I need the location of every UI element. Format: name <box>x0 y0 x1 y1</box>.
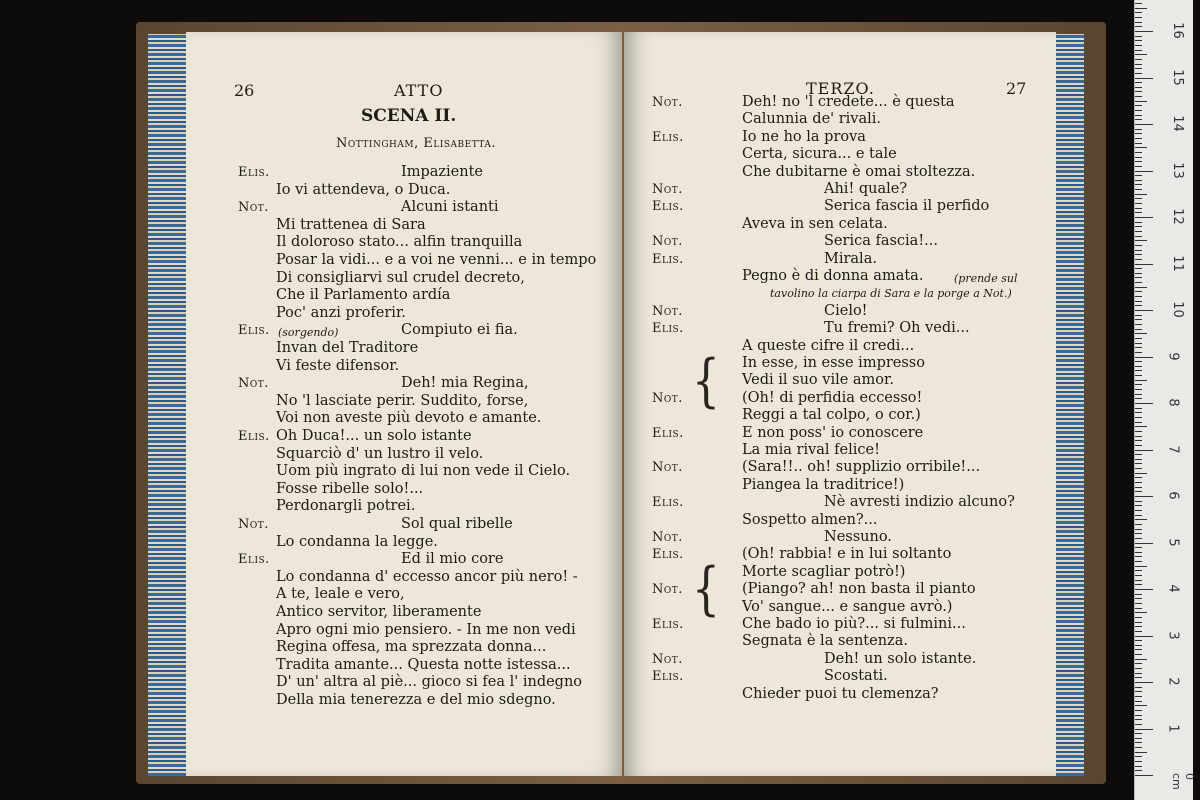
ruler-tick <box>1135 543 1153 544</box>
ruler-tick <box>1135 715 1142 716</box>
verse-line: Posar la vidi... e a voi ne venni... e in tempo <box>276 252 597 268</box>
ruler-tick <box>1135 691 1142 692</box>
ruler-tick <box>1135 626 1142 627</box>
ruler-tick <box>1135 482 1142 483</box>
verse-line: D' un' altra al piè... gioco si fea l' indegno <box>276 674 583 691</box>
ruler-tick <box>1135 305 1142 306</box>
ruler-tick <box>1135 189 1142 190</box>
ruler-tick <box>1135 87 1142 88</box>
ruler-tick <box>1135 380 1147 381</box>
speaker-label: Not. <box>652 182 683 197</box>
ruler-tick <box>1135 352 1142 353</box>
page-number-left: 26 <box>234 81 255 100</box>
ruler-tick <box>1135 459 1142 460</box>
ruler-tick <box>1135 454 1142 455</box>
speaker-label: Elis. <box>652 495 684 511</box>
ruler-number: 13 <box>1169 161 1185 179</box>
ruler-tick <box>1135 296 1142 297</box>
speaker-label: Not. <box>652 460 683 476</box>
ruler-tick <box>1135 645 1142 646</box>
ruler-tick <box>1135 301 1142 302</box>
ruler-tick <box>1135 161 1142 162</box>
brace-mark: { <box>692 348 720 415</box>
ruler-tick <box>1135 105 1142 106</box>
ruler-tick <box>1135 663 1142 664</box>
ruler-tick <box>1135 40 1142 41</box>
verse-line: Il doloroso stato... alfin tranquilla <box>276 234 523 251</box>
ruler-tick <box>1135 747 1142 748</box>
verse-line: Della mia tenerezza e del mio sdegno. <box>276 692 556 708</box>
verse-line: Deh! no 'l credete... è questa <box>742 94 955 110</box>
verse-line: Mirala. <box>824 250 877 267</box>
speaker-label: Elis. <box>652 547 684 563</box>
verse-line: Nè avresti indizio alcuno? <box>824 494 1015 511</box>
verse-line: Fosse ribelle solo!... <box>276 480 424 497</box>
speaker-label: Not. <box>652 651 683 667</box>
verse-line: Io ne ho la prova <box>742 128 866 145</box>
ruler-number: 7 <box>1165 444 1181 454</box>
ruler-tick <box>1135 50 1142 51</box>
ruler-tick <box>1135 677 1142 678</box>
ruler-tick <box>1135 64 1142 65</box>
ruler-tick <box>1135 612 1147 613</box>
ruler-number: 5 <box>1165 537 1181 547</box>
ruler-tick <box>1135 398 1142 399</box>
speaker-label: Elis. <box>238 429 270 444</box>
ruler-tick <box>1135 282 1142 283</box>
ruler-tick <box>1135 268 1142 269</box>
verse-line: Lo condanna d' eccesso ancor più nero! - <box>276 568 578 585</box>
verse-line: Segnata è la sentenza. <box>742 633 908 650</box>
ruler-tick <box>1135 208 1142 209</box>
ruler-number: 9 <box>1165 351 1181 361</box>
ruler-tick <box>1135 8 1147 9</box>
ruler-tick <box>1135 412 1142 413</box>
ruler-number: 12 <box>1169 208 1185 225</box>
ruler-tick <box>1135 570 1142 571</box>
ruler-tick <box>1135 617 1142 618</box>
scene-title: SCENA II. <box>361 106 457 126</box>
ruler-tick <box>1135 742 1142 743</box>
ruler-tick <box>1135 556 1142 557</box>
speaker-label: Not. <box>652 303 683 319</box>
speaker-label: Not. <box>652 530 683 545</box>
speaker-label: Not. <box>652 582 683 598</box>
ruler-tick <box>1135 291 1142 292</box>
ruler-tick <box>1135 36 1142 37</box>
verse-line: Deh! mia Regina, <box>401 375 529 392</box>
verse-line: Sospetto almen?... <box>742 511 878 528</box>
page-number-right: 27 <box>1006 79 1027 98</box>
ruler-tick <box>1135 45 1142 46</box>
ruler-unit-label: 0 cm <box>1170 773 1196 790</box>
ruler-tick <box>1135 724 1142 725</box>
ruler-tick <box>1135 54 1147 55</box>
ruler-number: 15 <box>1169 68 1185 86</box>
right-page <box>624 32 1056 776</box>
verse-line: Ed il mio core <box>401 551 504 568</box>
verse-line: Che il Parlamento ardía <box>276 287 451 304</box>
ruler-tick <box>1135 22 1142 23</box>
ruler-tick <box>1135 138 1142 139</box>
verse-line: Perdonargli potrei. <box>276 498 416 515</box>
ruler-tick <box>1135 310 1153 311</box>
ruler-tick <box>1135 640 1142 641</box>
ruler-tick <box>1135 231 1142 232</box>
ruler-number: 4 <box>1165 584 1181 593</box>
ruler-tick <box>1135 561 1142 562</box>
verse-line: (Oh! rabbia! e in lui soltanto <box>742 546 952 563</box>
stage-direction: tavolino la ciarpa di Sara e la porge a Not.) <box>770 287 1012 301</box>
ruler-number: 2 <box>1165 677 1181 686</box>
ruler-tick <box>1135 552 1142 553</box>
ruler-tick <box>1135 361 1142 362</box>
ruler-number: 16 <box>1169 22 1185 39</box>
ruler-tick <box>1135 463 1142 464</box>
ruler-tick <box>1135 194 1147 195</box>
ruler-tick <box>1135 770 1142 771</box>
ruler-tick <box>1135 756 1142 757</box>
verse-line: Poc' anzi proferir. <box>276 304 406 321</box>
ruler-tick <box>1135 245 1142 246</box>
ruler-tick <box>1135 631 1142 632</box>
verse-line: Aveva in sen celata. <box>742 215 888 232</box>
measuring-ruler <box>1134 0 1196 800</box>
ruler-tick <box>1135 59 1142 60</box>
ruler-tick <box>1135 417 1142 418</box>
verse-line: Scostati. <box>824 668 888 685</box>
ruler-tick <box>1135 603 1142 604</box>
verse-line: Serica fascia il perfido <box>824 198 990 215</box>
ruler-tick <box>1135 701 1142 702</box>
verse-line: Uom più ingrato di lui non vede il Cielo. <box>276 463 571 480</box>
verse-line: Vi feste difensor. <box>276 357 400 374</box>
ruler-tick <box>1135 254 1142 255</box>
verse-line: Che bado io più?... si fulmini... <box>742 616 966 632</box>
verse-line: Tu fremi? Oh vedi... <box>824 320 970 337</box>
verse-line: A queste cifre il credi... <box>742 337 915 354</box>
ruler-tick <box>1135 333 1147 334</box>
verse-line: In esse, in esse impresso <box>742 355 925 371</box>
ruler-tick <box>1135 73 1142 74</box>
verse-line: Certa, sicura... e tale <box>742 146 897 163</box>
ruler-tick <box>1135 761 1142 762</box>
right-running-header: TERZO. <box>806 79 875 98</box>
ruler-tick <box>1135 264 1153 265</box>
verse-line: Oh Duca!... un solo istante <box>276 428 472 444</box>
ruler-tick <box>1135 389 1142 390</box>
ruler-tick <box>1135 491 1142 492</box>
ruler-tick <box>1135 143 1142 144</box>
ruler-tick <box>1135 212 1142 213</box>
ruler-tick <box>1135 654 1142 655</box>
ruler-tick <box>1135 440 1142 441</box>
verse-line: (Sara!!.. oh! supplizio orribile!... <box>742 459 981 476</box>
ruler-number: 14 <box>1169 115 1185 132</box>
verse-line: Ahi! quale? <box>824 181 908 197</box>
ruler-tick <box>1135 319 1142 320</box>
ruler-tick <box>1135 538 1142 539</box>
ruler-tick <box>1135 250 1142 251</box>
ruler-tick <box>1135 473 1147 474</box>
verse-line: Calunnia de' rivali. <box>742 111 882 128</box>
ruler-tick <box>1135 82 1142 83</box>
ruler-tick <box>1135 180 1142 181</box>
ruler-tick <box>1135 222 1142 223</box>
verse-line: Apro ogni mio pensiero. - In me non vedi <box>276 621 576 638</box>
speaker-label: Elis. <box>652 669 684 685</box>
ruler-tick <box>1135 515 1142 516</box>
ruler-tick <box>1135 738 1142 739</box>
ruler-tick <box>1135 110 1142 111</box>
ruler-tick <box>1135 217 1153 218</box>
ruler-tick <box>1135 766 1142 767</box>
ruler-tick <box>1135 636 1153 637</box>
ruler-tick <box>1135 366 1142 367</box>
ruler-tick <box>1135 496 1153 497</box>
ruler-tick <box>1135 505 1142 506</box>
ruler-tick <box>1135 129 1142 130</box>
ruler-tick <box>1135 710 1142 711</box>
ruler-tick <box>1135 157 1142 158</box>
ruler-tick <box>1135 477 1142 478</box>
ruler-tick <box>1135 119 1142 120</box>
ruler-tick <box>1135 468 1142 469</box>
ruler-tick <box>1135 403 1153 404</box>
speaker-label: Elis. <box>652 251 684 267</box>
ruler-tick <box>1135 375 1142 376</box>
ruler-tick <box>1135 673 1142 674</box>
ruler-tick <box>1135 133 1142 134</box>
ruler-tick <box>1135 175 1142 176</box>
speaker-label: Not. <box>238 517 269 532</box>
verse-line: Cielo! <box>824 302 868 319</box>
verse-line: Reggi a tal colpo, o cor.) <box>742 407 921 424</box>
left-page <box>186 32 622 776</box>
ruler-tick <box>1135 370 1142 371</box>
speaker-label: Elis. <box>652 321 684 337</box>
speaker-label: Not. <box>652 234 683 250</box>
verse-line: Vedi il suo vile amor. <box>742 372 894 389</box>
verse-line: A te, leale e vero, <box>276 586 405 603</box>
ruler-tick <box>1135 68 1142 69</box>
ruler-tick <box>1135 198 1142 199</box>
verse-line: Vo' sangue... e sangue avrò.) <box>742 598 953 615</box>
verse-line: Nessuno. <box>824 529 892 545</box>
ruler-tick <box>1135 598 1142 599</box>
ruler-tick <box>1135 171 1153 172</box>
characters-line: Nottingham, Elisabetta. <box>336 136 497 151</box>
ruler-tick <box>1135 547 1142 548</box>
verse-line: Lo condanna la legge. <box>276 533 438 550</box>
verse-line: Chieder puoi tu clemenza? <box>742 685 939 702</box>
ruler-tick <box>1135 324 1142 325</box>
ruler-tick <box>1135 226 1142 227</box>
stage-direction: (prende sul <box>954 272 1018 285</box>
speaker-label: Elis. <box>238 165 270 180</box>
ruler-tick <box>1135 115 1142 116</box>
ruler-tick <box>1135 775 1153 776</box>
ruler-tick <box>1135 524 1142 525</box>
ruler-tick <box>1135 594 1142 595</box>
speaker-label: Not. <box>652 390 683 406</box>
verse-line: La mia rival felice! <box>742 442 880 458</box>
speaker-label: Not. <box>238 200 269 216</box>
verse-line: Alcuni istanti <box>401 199 499 216</box>
speaker-label: Not. <box>238 376 269 392</box>
ruler-tick <box>1135 101 1147 102</box>
ruler-tick <box>1135 147 1147 148</box>
ruler-tick <box>1135 668 1142 669</box>
ruler-tick <box>1135 752 1147 753</box>
speaker-label: Not. <box>652 95 683 110</box>
speaker-label: Elis. <box>238 552 270 568</box>
ruler-tick <box>1135 31 1153 32</box>
page-edge-right <box>1054 34 1084 776</box>
ruler-tick <box>1135 96 1142 97</box>
ruler-number: 8 <box>1165 398 1181 407</box>
ruler-tick <box>1135 431 1142 432</box>
ruler-tick <box>1135 347 1142 348</box>
verse-line: Squarciò d' un lustro il velo. <box>276 445 484 462</box>
verse-line: E non poss' io conoscere <box>742 424 924 441</box>
left-running-header: ATTO <box>394 81 444 100</box>
speaker-label: Elis. <box>238 323 270 339</box>
ruler-number: 1 <box>1165 723 1181 733</box>
ruler-tick <box>1135 26 1142 27</box>
ruler-tick <box>1135 426 1147 427</box>
ruler-tick <box>1135 510 1142 511</box>
verse-line: Impaziente <box>401 164 484 180</box>
ruler-tick <box>1135 12 1142 13</box>
ruler-tick <box>1135 184 1142 185</box>
ruler-tick <box>1135 152 1142 153</box>
ruler-tick <box>1135 719 1142 720</box>
ruler-number: 3 <box>1165 630 1181 640</box>
ruler-tick <box>1135 422 1142 423</box>
verse-line: Deh! un solo istante. <box>824 650 977 667</box>
ruler-tick <box>1135 343 1142 344</box>
ruler-tick <box>1135 649 1142 650</box>
verse-line: Regina offesa, ma sprezzata donna... <box>276 639 547 656</box>
ruler-tick <box>1135 519 1147 520</box>
ruler-tick <box>1135 329 1142 330</box>
ruler-number: 11 <box>1169 254 1185 272</box>
ruler-tick <box>1135 622 1142 623</box>
verse-line: Compiuto ei fia. <box>401 322 518 339</box>
ruler-tick <box>1135 17 1142 18</box>
verse-line: No 'l lasciate perir. Suddito, forse, <box>276 392 529 409</box>
ruler-tick <box>1135 203 1142 204</box>
verse-line: Mi trattenea di Sara <box>276 216 426 233</box>
verse-line: Antico servitor, liberamente <box>276 604 482 620</box>
ruler-tick <box>1135 608 1142 609</box>
ruler-tick <box>1135 705 1147 706</box>
ruler-tick <box>1135 91 1142 92</box>
ruler-tick <box>1135 501 1142 502</box>
speaker-label: Elis. <box>652 617 684 632</box>
ruler-tick <box>1135 124 1153 125</box>
ruler-tick <box>1135 259 1142 260</box>
ruler-number: 10 <box>1169 301 1185 318</box>
ruler-tick <box>1135 733 1142 734</box>
ruler-tick <box>1135 580 1142 581</box>
ruler-tick <box>1135 240 1147 241</box>
verse-line: Tradita amante... Questa notte istessa... <box>276 656 571 673</box>
speaker-label: Elis. <box>652 199 684 215</box>
verse-line: Sol qual ribelle <box>401 516 513 532</box>
ruler-tick <box>1135 533 1142 534</box>
ruler-tick <box>1135 589 1153 590</box>
ruler-tick <box>1135 529 1142 530</box>
brace-mark: { <box>692 556 720 623</box>
ruler-tick <box>1135 273 1142 274</box>
ruler-number: 6 <box>1165 491 1181 500</box>
ruler-tick <box>1135 315 1142 316</box>
ruler-tick <box>1135 384 1142 385</box>
ruler-tick <box>1135 277 1142 278</box>
verse-line: Pegno è di donna amata. <box>742 268 924 284</box>
verse-line: Che dubitarne è omai stoltezza. <box>742 163 976 180</box>
ruler-tick <box>1135 236 1142 237</box>
verse-line: Morte scagliar potrò!) <box>742 563 906 580</box>
verse-line: (Piango? ah! non basta il pianto <box>742 581 976 598</box>
ruler-tick <box>1135 729 1153 730</box>
speaker-label: Elis. <box>652 425 684 441</box>
stage-direction: (sorgendo) <box>278 326 339 340</box>
ruler-tick <box>1135 394 1142 395</box>
ruler-tick <box>1135 487 1142 488</box>
ruler-tick <box>1135 450 1153 451</box>
ruler-tick <box>1135 584 1142 585</box>
ruler-tick <box>1135 357 1153 358</box>
ruler-tick <box>1135 687 1142 688</box>
ruler-tick <box>1135 566 1147 567</box>
ruler-tick <box>1135 287 1147 288</box>
page-edge-left <box>148 34 186 776</box>
verse-line: Invan del Traditore <box>276 340 419 356</box>
verse-line: Voi non aveste più devoto e amante. <box>276 410 542 427</box>
verse-line: (Oh! di perfidia eccesso! <box>742 389 923 406</box>
verse-line: Piangea la traditrice!) <box>742 476 905 493</box>
speaker-label: Elis. <box>652 129 684 145</box>
ruler-tick <box>1135 696 1142 697</box>
ruler-tick <box>1135 338 1142 339</box>
ruler-tick <box>1135 436 1142 437</box>
ruler-tick <box>1135 166 1142 167</box>
ruler-tick <box>1135 682 1153 683</box>
verse-line: Di consigliarvi sul crudel decreto, <box>276 269 525 286</box>
ruler-tick <box>1135 408 1142 409</box>
ruler-tick <box>1135 575 1142 576</box>
verse-line: Serica fascia!... <box>824 233 938 250</box>
ruler-tick <box>1135 659 1147 660</box>
ruler-tick <box>1135 3 1142 4</box>
ruler-tick <box>1135 445 1142 446</box>
verse-line: Io vi attendeva, o Duca. <box>276 181 451 198</box>
ruler-tick <box>1135 78 1153 79</box>
